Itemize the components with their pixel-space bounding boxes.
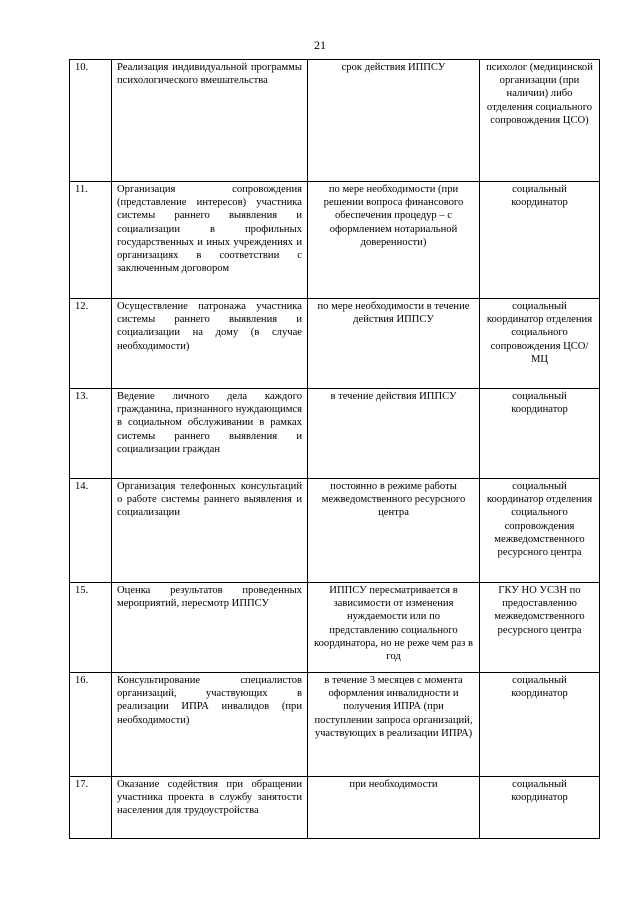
activity-cell: Организация сопровождения (представление интересов) участника системы раннего выявления и социализации в профильных государственных и иных учреждениях и организациях в соответствии с заключенным договором bbox=[112, 182, 308, 299]
row-number: 10. bbox=[70, 60, 112, 182]
responsible-cell: ГКУ НО УСЗН по предоставлению межведомственного ресурсного центра bbox=[480, 583, 600, 673]
row-number: 15. bbox=[70, 583, 112, 673]
row-number: 13. bbox=[70, 389, 112, 479]
table-row bbox=[70, 479, 600, 583]
term-cell: при необходимости bbox=[308, 777, 480, 839]
responsible-cell: социальный координатор bbox=[480, 182, 600, 299]
activity-cell: Осуществление патронажа участника системы раннего выявления и социализации на дому (в случае необходимости) bbox=[112, 299, 308, 389]
row-number: 17. bbox=[70, 777, 112, 839]
responsible-cell: психолог (медицинской организации (при наличии) либо отделения социального сопровождения ЦСО) bbox=[480, 60, 600, 182]
row-number: 12. bbox=[70, 299, 112, 389]
table-row bbox=[70, 583, 600, 673]
activity-cell: Организация телефонных консультаций о работе системы раннего выявления и социализации bbox=[112, 479, 308, 583]
page-number: 21 bbox=[314, 38, 326, 52]
activity-cell: Оказание содействия при обращении участника проекта в службу занятости населения для трудоустройства bbox=[112, 777, 308, 839]
table-row bbox=[70, 299, 600, 389]
measures-table bbox=[69, 59, 600, 839]
responsible-cell: социальный координатор bbox=[480, 673, 600, 777]
row-number: 14. bbox=[70, 479, 112, 583]
row-number: 16. bbox=[70, 673, 112, 777]
row-number: 11. bbox=[70, 182, 112, 299]
responsible-cell: социальный координатор bbox=[480, 777, 600, 839]
responsible-cell: социальный координатор bbox=[480, 389, 600, 479]
table-row bbox=[70, 777, 600, 839]
table-row bbox=[70, 182, 600, 299]
activity-cell: Ведение личного дела каждого гражданина, признанного нуждающимся в социальном обслуживании в рамках системы раннего выявления и социализации граждан bbox=[112, 389, 308, 479]
term-cell: по мере необходимости (при решении вопроса финансового обеспечения процедур – с оформлением нотариальной доверенности) bbox=[308, 182, 480, 299]
term-cell: в течение 3 месяцев с момента оформления инвалидности и получения ИПРА (при поступлении запроса организаций, участвующих в реализации ИПРА) bbox=[308, 673, 480, 777]
responsible-cell: социальный координатор отделения социального сопровождения ЦСО/МЦ bbox=[480, 299, 600, 389]
term-cell: срок действия ИППСУ bbox=[308, 60, 480, 182]
activity-cell: Оценка результатов проведенных мероприятий, пересмотр ИППСУ bbox=[112, 583, 308, 673]
table-row bbox=[70, 389, 600, 479]
term-cell: в течение действия ИППСУ bbox=[308, 389, 480, 479]
table-row bbox=[70, 673, 600, 777]
responsible-cell: социальный координатор отделения социального сопровождения межведомственного ресурсного центра bbox=[480, 479, 600, 583]
term-cell: ИППСУ пересматривается в зависимости от изменения нуждаемости или по представлению социального координатора, но не реже чем раз в год bbox=[308, 583, 480, 673]
term-cell: по мере необходимости в течение действия ИППСУ bbox=[308, 299, 480, 389]
activity-cell: Консультирование специалистов организаций, участвующих в реализации ИПРА инвалидов (при необходимости) bbox=[112, 673, 308, 777]
table-row bbox=[70, 60, 600, 182]
activity-cell: Реализация индивидуальной программы психологического вмешательства bbox=[112, 60, 308, 182]
term-cell: постоянно в режиме работы межведомственного ресурсного центра bbox=[308, 479, 480, 583]
